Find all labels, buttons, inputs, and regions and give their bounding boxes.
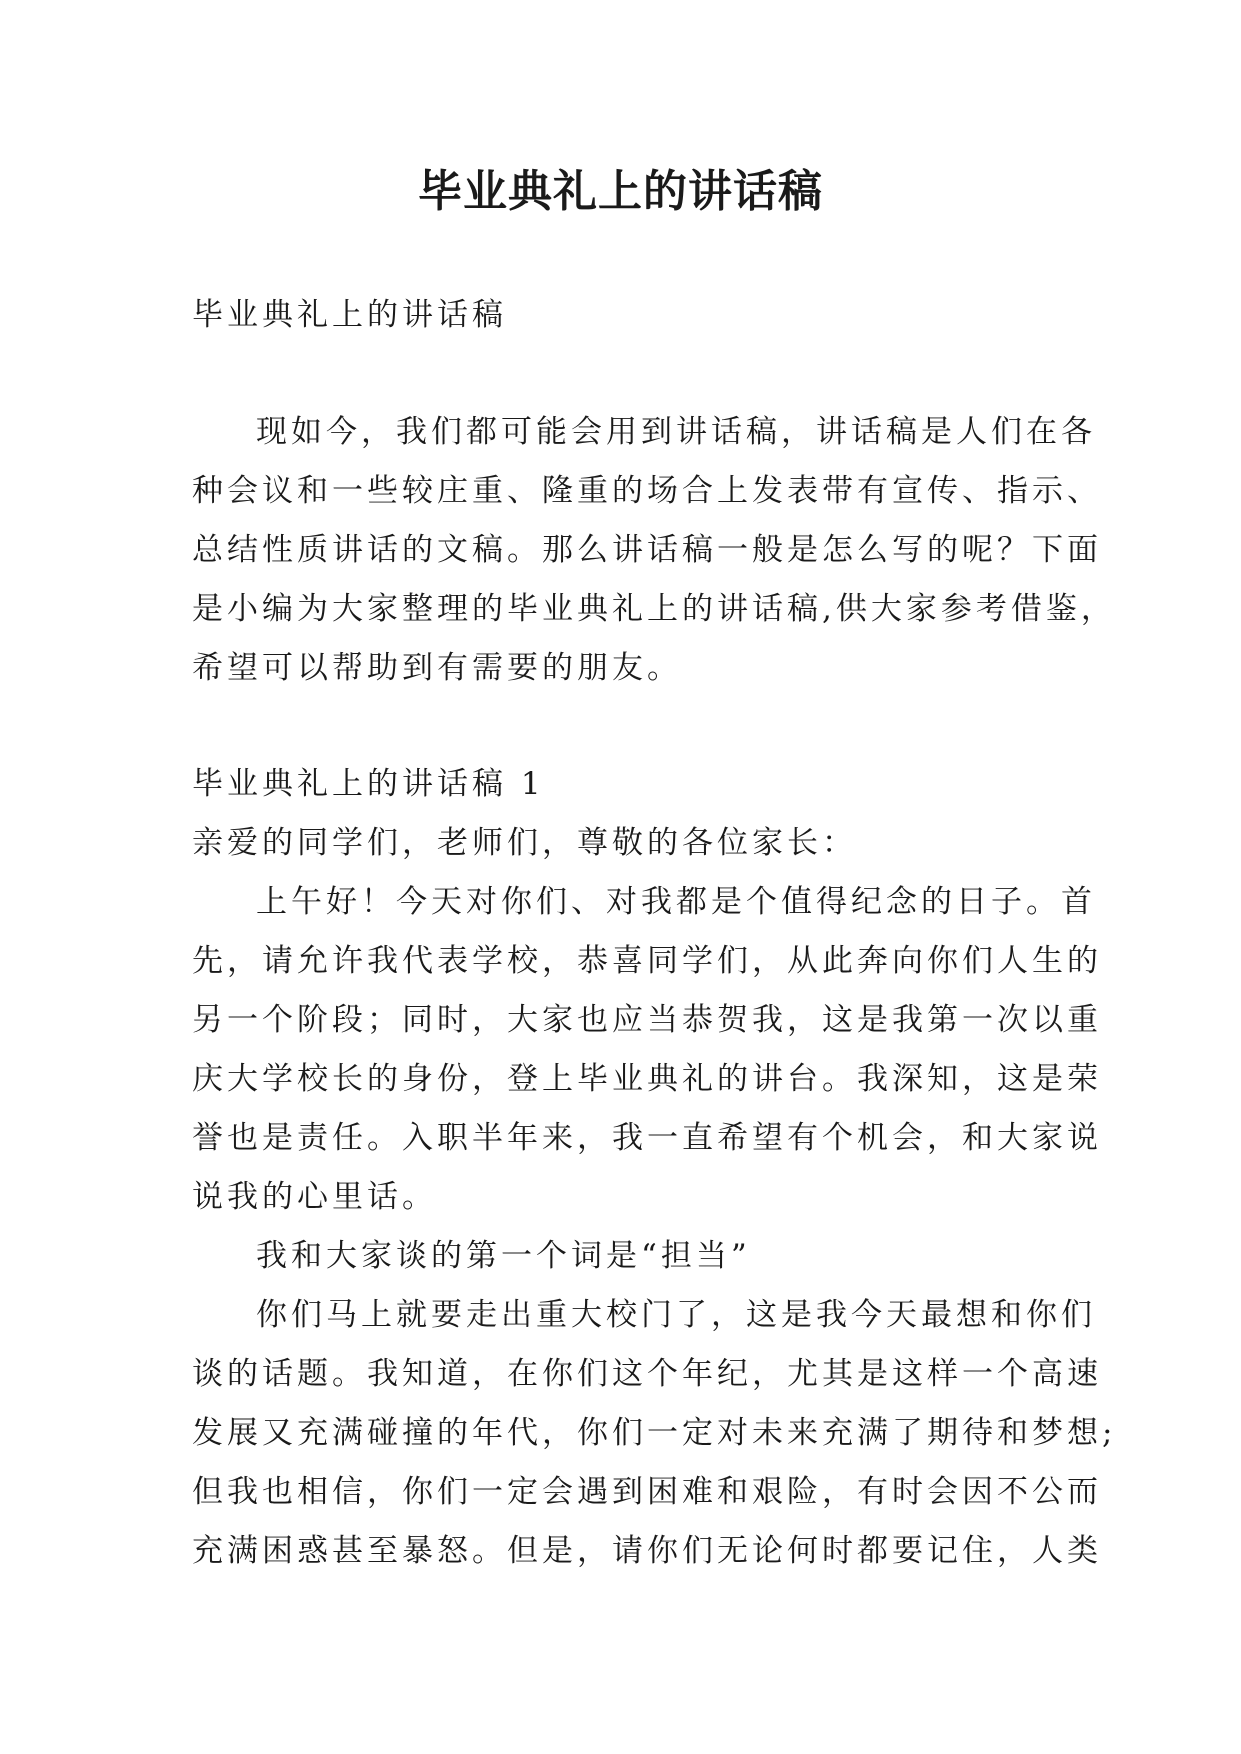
paragraph-line: 说我的心里话。: [192, 1179, 437, 1215]
document-subtitle: [192, 286, 1072, 345]
speech-section: [192, 755, 1117, 1581]
intro-line: 总结性质讲话的文稿。那么讲话稿一般是怎么写的呢？下面: [192, 532, 1102, 568]
intro-line: 种会议和一些较庄重、隆重的场合上发表带有宣传、指示、: [192, 473, 1102, 509]
intro-paragraph: [192, 403, 1116, 698]
subtitle-line: 毕业典礼上的讲话稿: [192, 297, 507, 333]
section-heading: 毕业典礼上的讲话稿 1: [192, 766, 545, 802]
paragraph-line: 誉也是责任。入职半年来，我一直希望有个机会，和大家说: [192, 1120, 1102, 1156]
paragraph-line: 先，请允许我代表学校，恭喜同学们，从此奔向你们人生的: [192, 943, 1102, 979]
document-title: 毕业典礼上的讲话稿: [418, 166, 823, 217]
paragraph-line: 另一个阶段；同时，大家也应当恭贺我，这是我第一次以重: [192, 1002, 1102, 1038]
intro-line: 是小编为大家整理的毕业典礼上的讲话稿,供大家参考借鉴，: [192, 591, 1116, 627]
paragraph-line: 发展又充满碰撞的年代，你们一定对未来充满了期待和梦想;: [192, 1415, 1117, 1451]
paragraph-line: 庆大学校长的身份，登上毕业典礼的讲台。我深知，这是荣: [192, 1061, 1102, 1097]
paragraph-line: 我和大家谈的第一个词是“担当”: [256, 1238, 751, 1274]
paragraph-line: 上午好！今天对你们、对我都是个值得纪念的日子。首: [256, 884, 1096, 920]
salutation: 亲爱的同学们，老师们，尊敬的各位家长：: [192, 825, 857, 861]
paragraph-line: 但我也相信，你们一定会遇到困难和艰险，有时会因不公而: [192, 1474, 1102, 1510]
intro-line: 现如今，我们都可能会用到讲话稿，讲话稿是人们在各: [256, 414, 1096, 450]
intro-line: 希望可以帮助到有需要的朋友。: [192, 650, 682, 686]
paragraph-line: 充满困惑甚至暴怒。但是，请你们无论何时都要记住，人类: [192, 1533, 1102, 1569]
paragraph-line: 你们马上就要走出重大校门了，这是我今天最想和你们: [256, 1297, 1096, 1333]
paragraph-line: 谈的话题。我知道，在你们这个年纪，尤其是这样一个高速: [192, 1356, 1102, 1392]
